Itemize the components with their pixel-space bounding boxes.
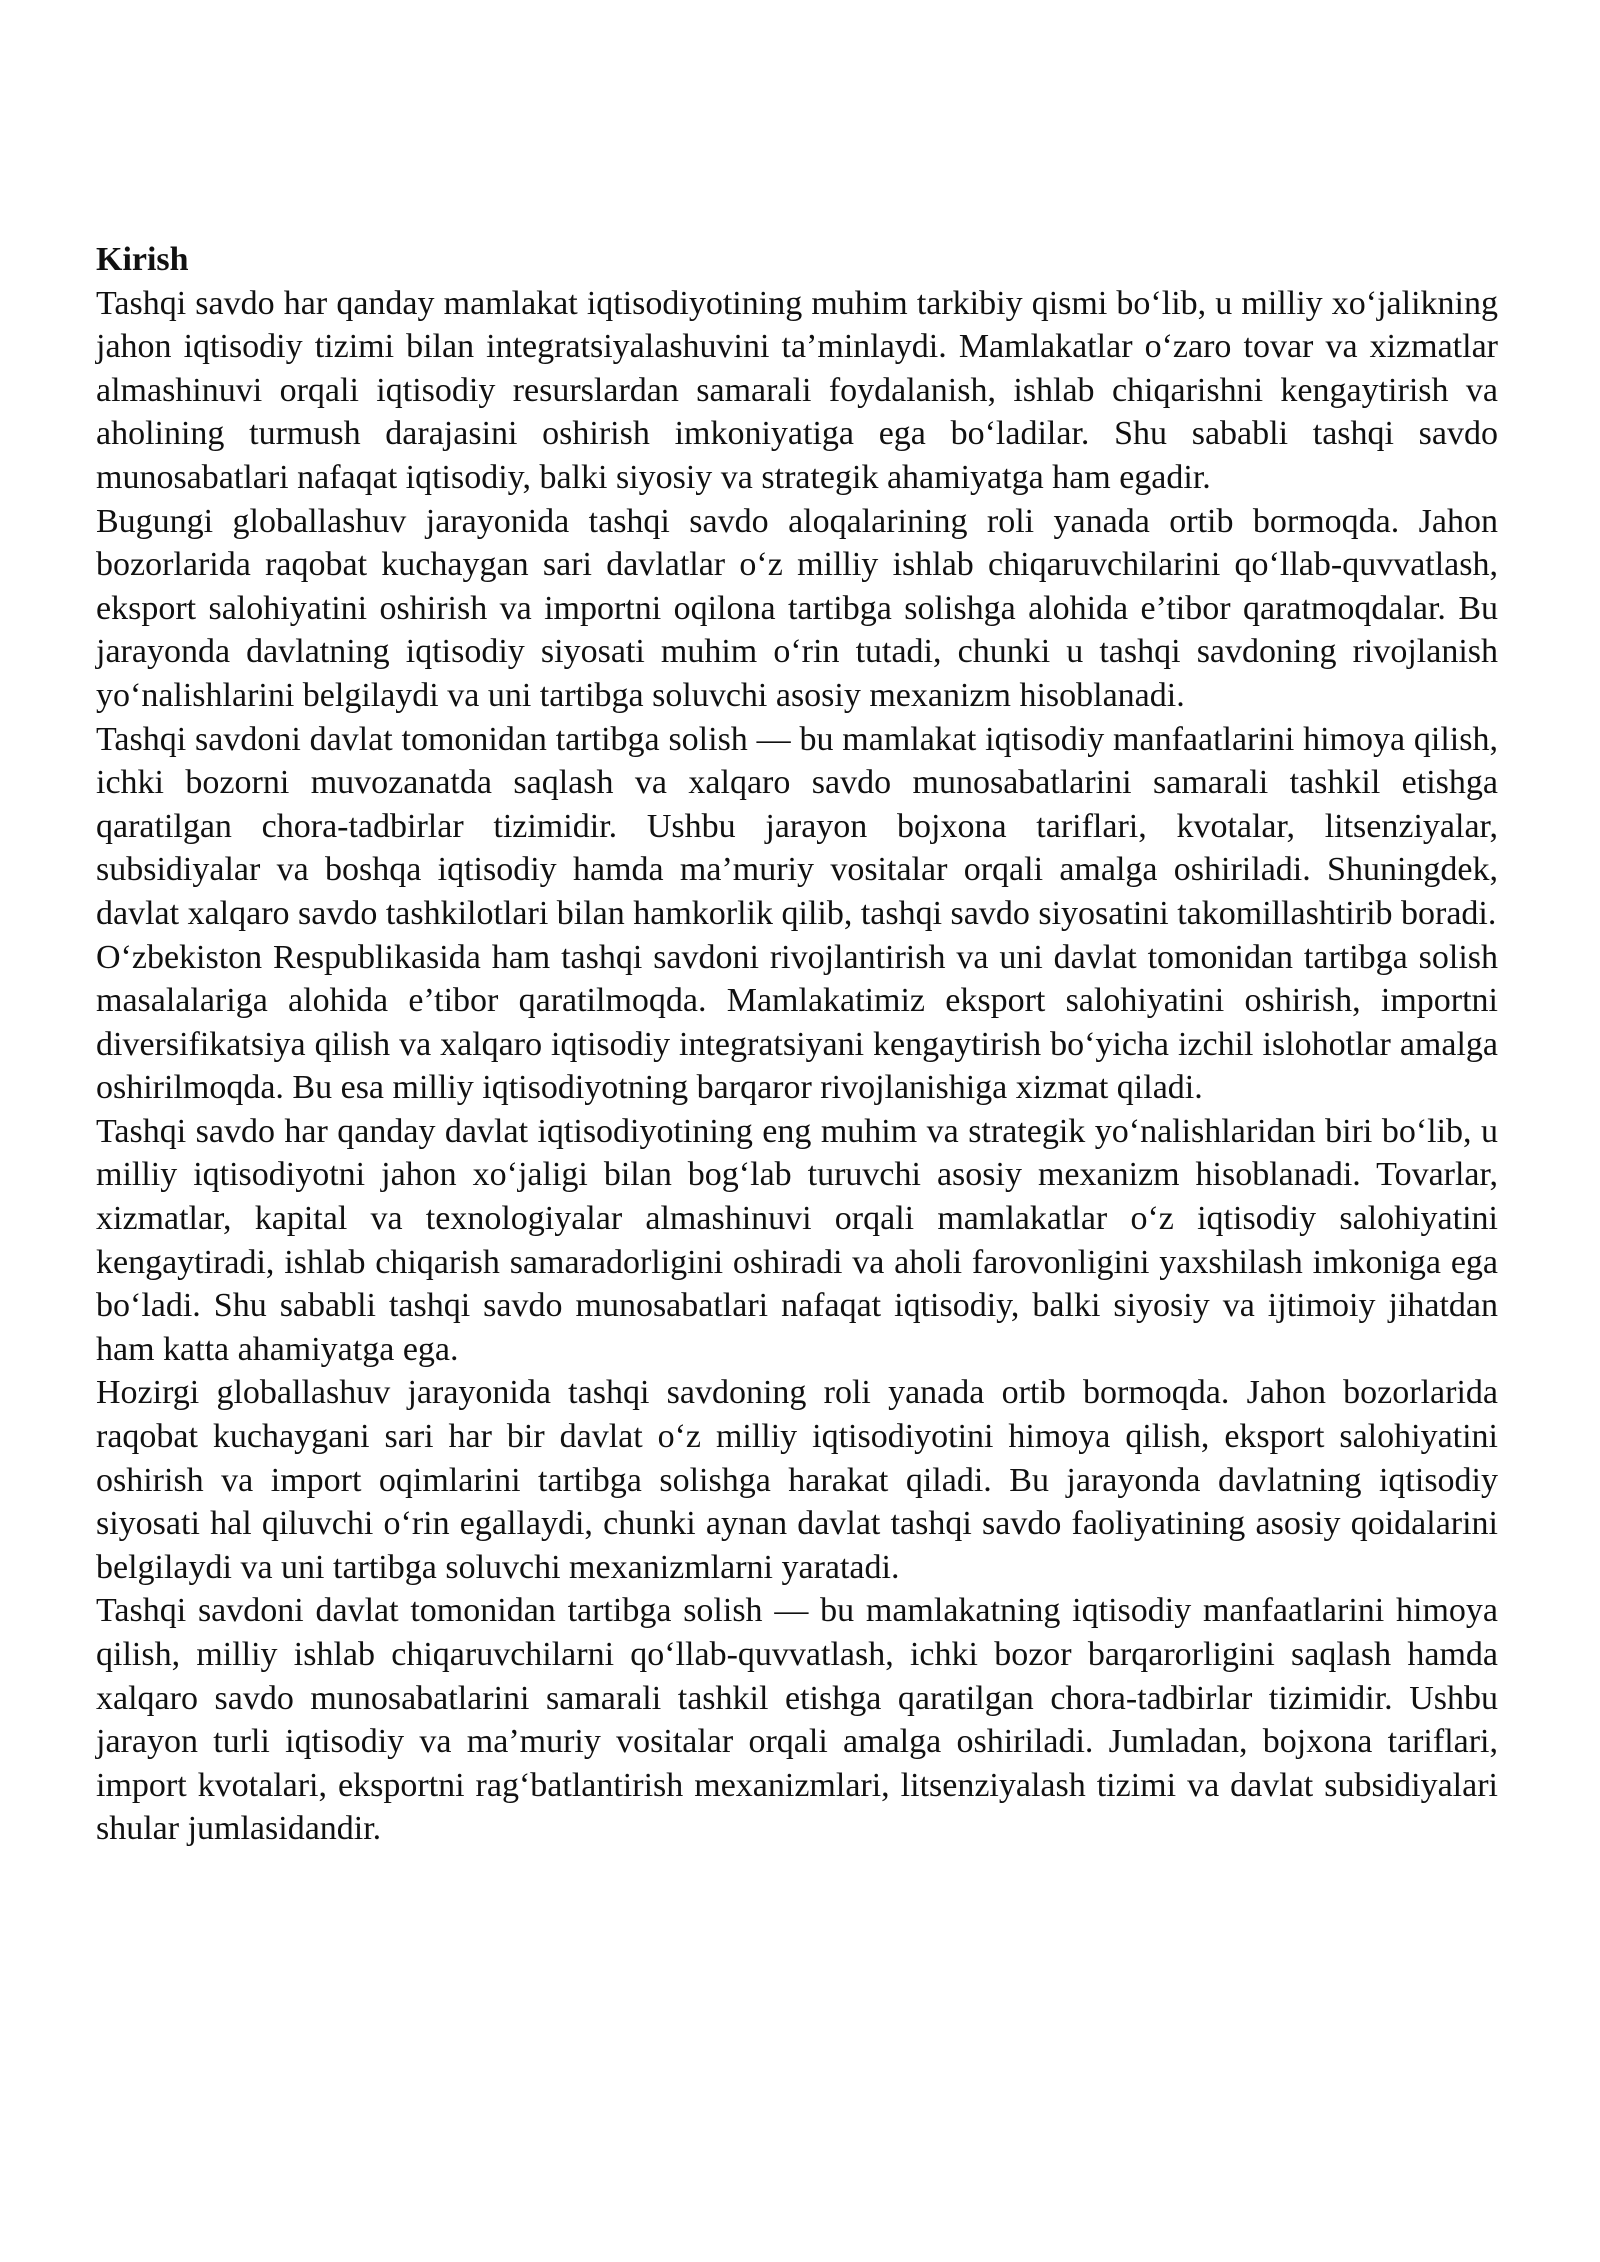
paragraph-2: Bugungi globallashuv jarayonida tashqi savdo aloqalarining roli yanada ortib bormoqda. Jahon bozorlarida raqobat kuchaygan sari davlatlar o‘z milliy ishlab chiqaruvchilarini qo‘llab-quvvatlash, eksport salohiyatini oshirish va importni oqilona tartibga solishga alohida e’tibor qaratmoqdalar. Bu jarayonda davlatning iqtisodiy siyosati muhim o‘rin tutadi, chunki u tashqi savdoning rivojlanish yo‘nalishlarini belgilaydi va uni tartibga soluvchi asosiy mexanizm hisoblanadi.: [96, 502, 1498, 714]
paragraph-5: Tashqi savdo har qanday davlat iqtisodiyotining eng muhim va strategik yo‘nalishlaridan biri bo‘lib, u milliy iqtisodiyotni jahon xo‘jaligi bilan bog‘lab turuvchi asosiy mexanizm hisoblanadi. Tovarlar, xizmatlar, kapital va texnologiyalar almashinuvi orqali mamlakatlar o‘z iqtisodiy salohiyatini kengaytiradi, ishlab chiqarish samaradorligini oshiradi va aholi farovonligini yaxshilash imkoniga ega bo‘ladi. Shu sababli tashqi savdo munosabatlari nafaqat iqtisodiy, balki siyosiy va ijtimoiy jihatdan ham katta ahamiyatga ega.: [96, 1112, 1498, 1368]
paragraph-4: O‘zbekiston Respublikasida ham tashqi savdoni rivojlantirish va uni davlat tomonidan tartibga solish masalalariga alohida e’tibor qaratilmoqda. Mamlakatimiz eksport salohiyatini oshirish, importni diversifikatsiya qilish va xalqaro iqtisodiy integratsiyani kengaytirish bo‘yicha izchil islohotlar amalga oshirilmoqda. Bu esa milliy iqtisodiyotning barqaror rivojlanishiga xizmat qiladi.: [96, 938, 1498, 1107]
section-heading: Kirish: [96, 241, 189, 278]
paragraph-3: Tashqi savdoni davlat tomonidan tartibga solish — bu mamlakat iqtisodiy manfaatlarini himoya qilish, ichki bozorni muvozanatda saqlash va xalqaro savdo munosabatlarini samarali tashkil etishga qaratilgan chora-tadbirlar tizimidir. Ushbu jarayon bojxona tariflari, kvotalar, litsenziyalar, subsidiyalar va boshqa iqtisodiy hamda ma’muriy vositalar orqali amalga oshiriladi. Shuningdek, davlat xalqaro savdo tashkilotlari bilan hamkorlik qilib, tashqi savdo siyosatini takomillashtirib boradi.: [96, 720, 1498, 932]
paragraph-6: Hozirgi globallashuv jarayonida tashqi savdoning roli yanada ortib bormoqda. Jahon bozorlarida raqobat kuchaygani sari har bir davlat o‘z milliy iqtisodiyotini himoya qilish, eksport salohiyatini oshirish va import oqimlarini tartibga solishga harakat qiladi. Bu jarayonda davlatning iqtisodiy siyosati hal qiluvchi o‘rin egallaydi, chunki aynan davlat tashqi savdo faoliyatining asosiy qoidalarini belgilaydi va uni tartibga soluvchi mexanizmlarni yaratadi.: [96, 1374, 1498, 1586]
document-page: [96, 238, 1498, 1851]
paragraph-1: Tashqi savdo har qanday mamlakat iqtisodiyotining muhim tarkibiy qismi bo‘lib, u milliy xo‘jalikning jahon iqtisodiy tizimi bilan integratsiyalashuvini ta’minlaydi. Mamlakatlar o‘zaro tovar va xizmatlar almashinuvi orqali iqtisodiy resurslardan samarali foydalanish, ishlab chiqarishni kengaytirish va aholining turmush darajasini oshirish imkoniyatiga ega bo‘ladilar. Shu sababli tashqi savdo munosabatlari nafaqat iqtisodiy, balki siyosiy va strategik ahamiyatga ham egadir.: [96, 284, 1498, 496]
paragraph-7: Tashqi savdoni davlat tomonidan tartibga solish — bu mamlakatning iqtisodiy manfaatlarini himoya qilish, milliy ishlab chiqaruvchilarni qo‘llab-quvvatlash, ichki bozor barqarorligini saqlash hamda xalqaro savdo munosabatlarini samarali tashkil etishga qaratilgan chora-tadbirlar tizimidir. Ushbu jarayon turli iqtisodiy va ma’muriy vositalar orqali amalga oshiriladi. Jumladan, bojxona tariflari, import kvotalari, eksportni rag‘batlantirish mexanizmlari, litsenziyalash tizimi va davlat subsidiyalari shular jumlasidandir.: [96, 1592, 1498, 1848]
